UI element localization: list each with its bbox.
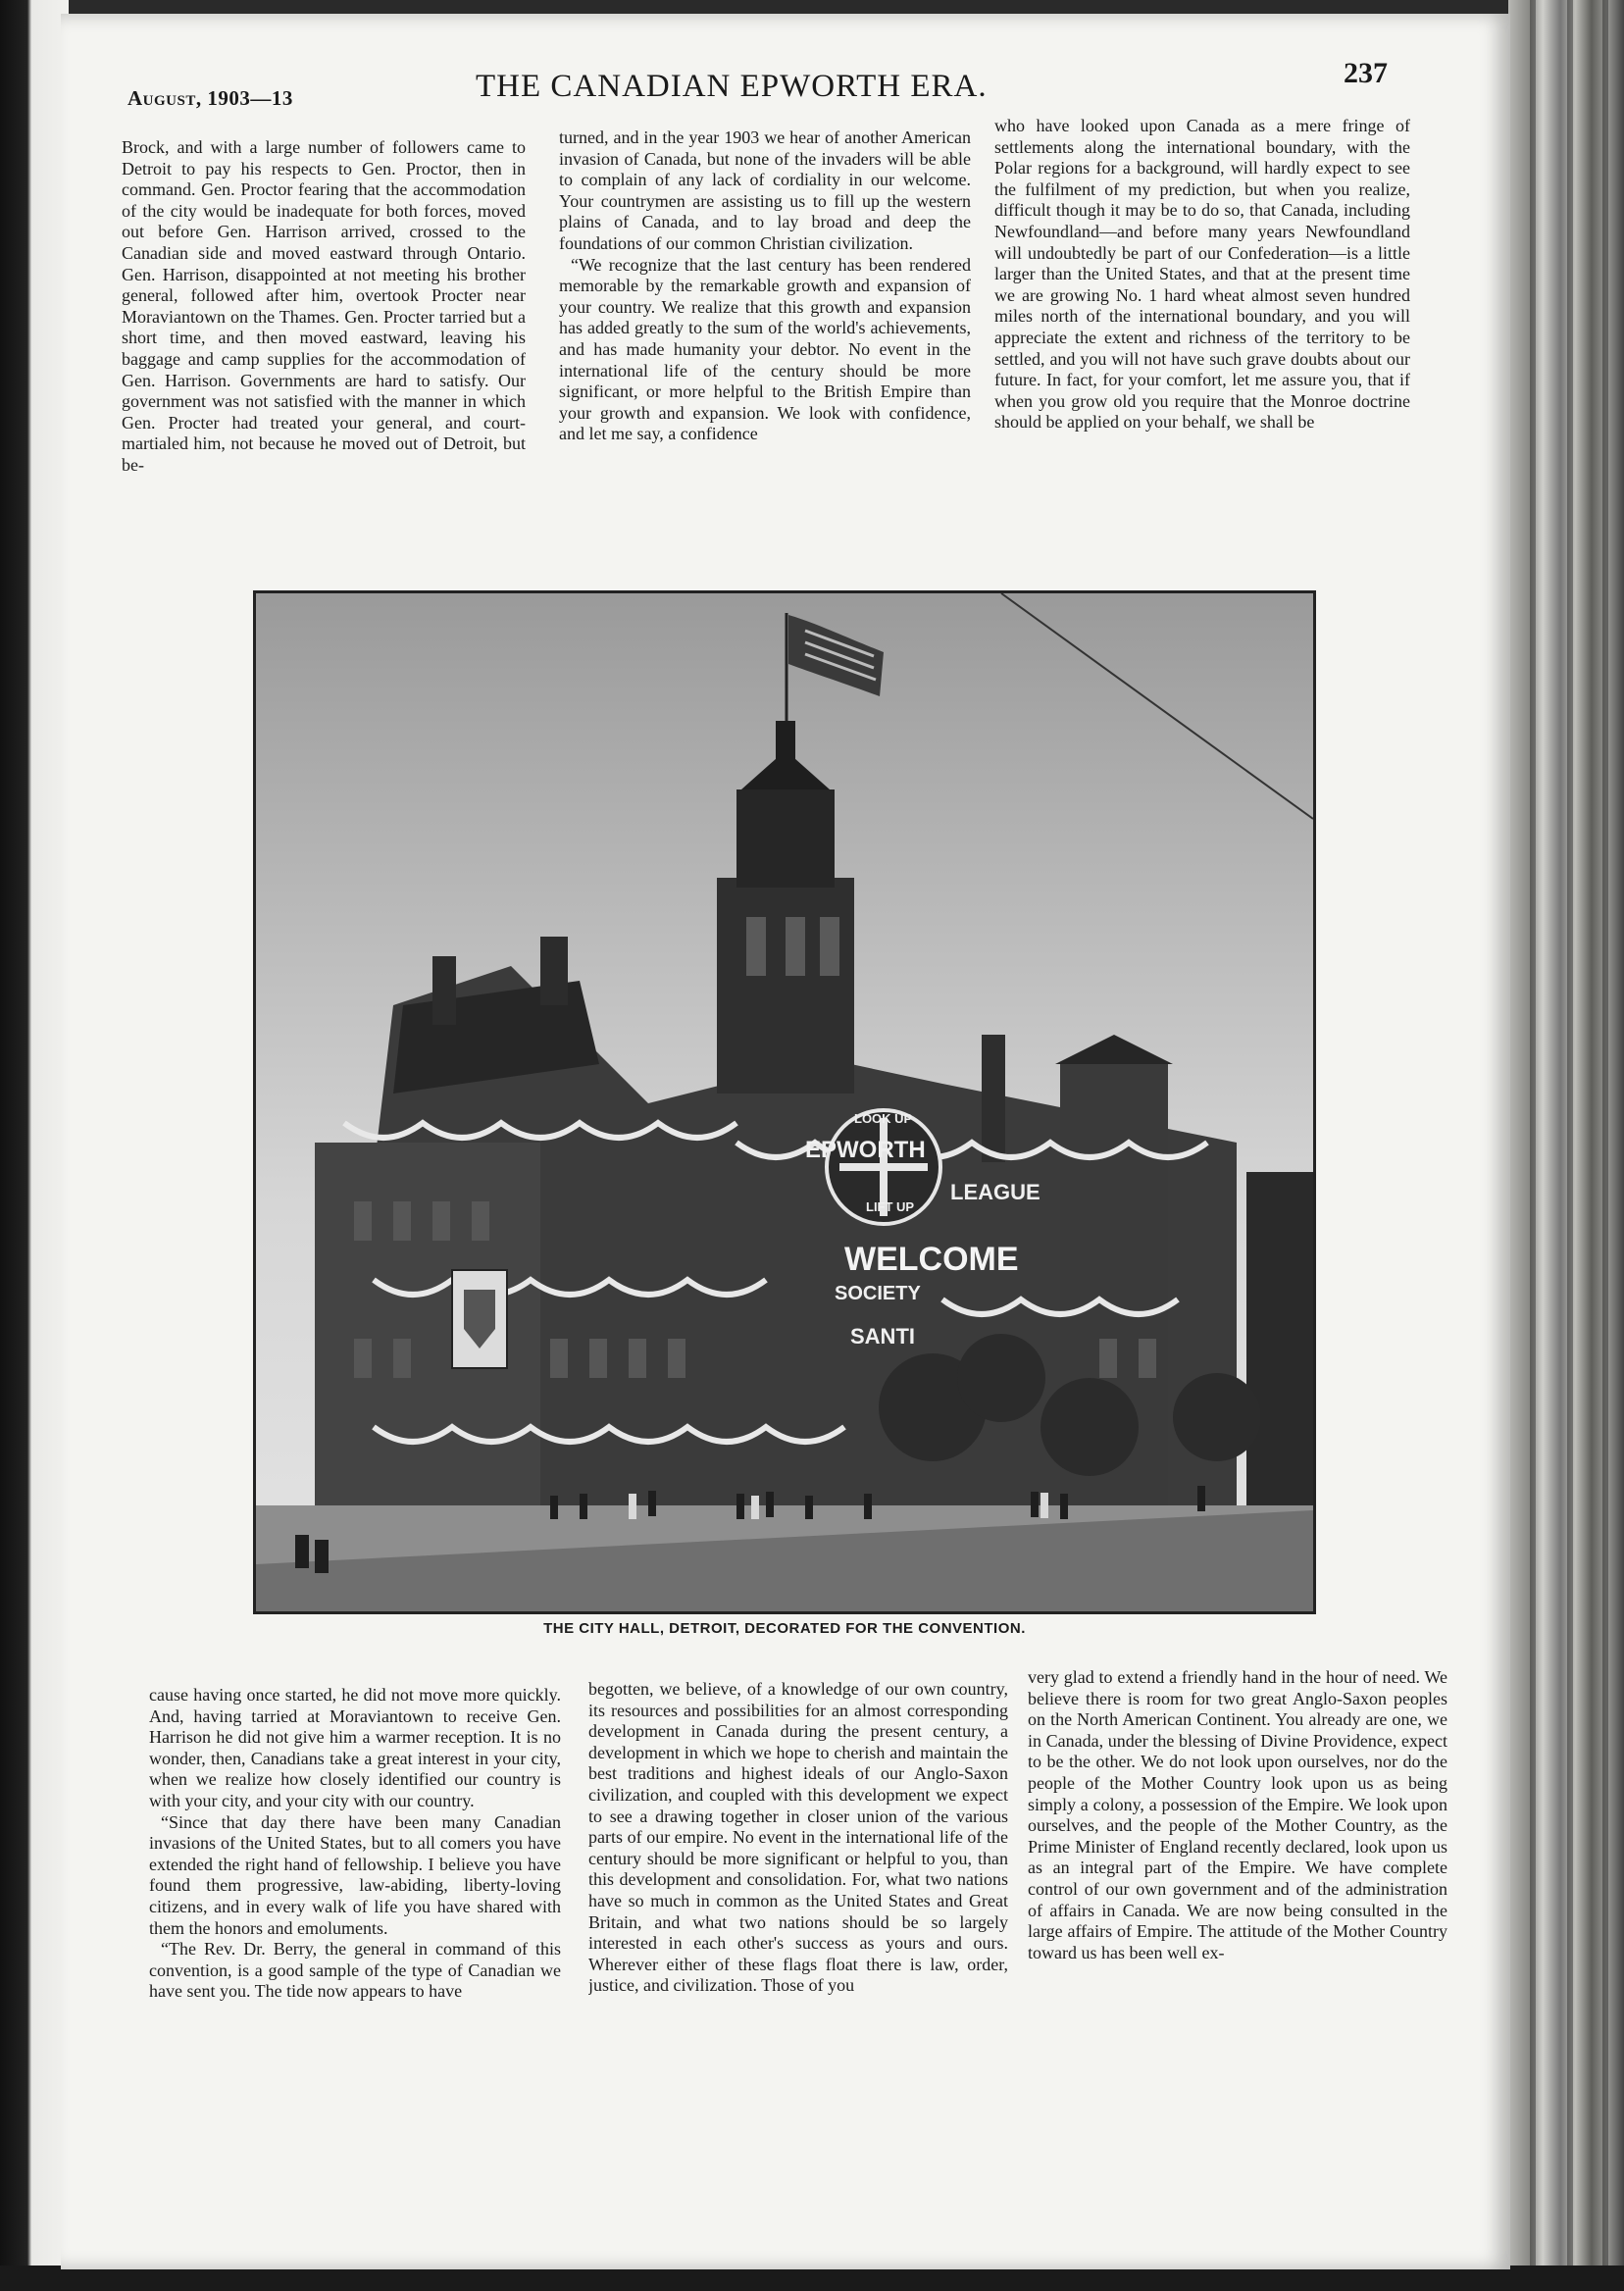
- book-left-edge: [0, 0, 69, 2291]
- text-column-2: [559, 127, 971, 579]
- sign-word: WELCOME: [844, 1241, 1019, 1278]
- sign-word: SANTI: [850, 1324, 915, 1349]
- page-number: 237: [1344, 57, 1388, 89]
- city-hall-illustration: [256, 593, 1313, 1611]
- text-column-4: [149, 1685, 561, 2136]
- sign-word: EPWORTH: [805, 1137, 926, 1163]
- sign-word: LIFT UP: [866, 1199, 915, 1214]
- issue-date: August, 1903—13: [127, 86, 293, 110]
- paragraph: cause having once started, he did not move more quickly. And, having tarried at Moraviantown to receive Gen. Harrison he did not give him a warmer reception. It is no wonder, then, Canadians take a great interest in your city, when we realize how closely identified our country is with your city, and your city with our country.: [149, 1685, 561, 1810]
- sign-word: SOCIETY: [835, 1283, 921, 1304]
- text-column-6: [1028, 1667, 1447, 2118]
- paragraph: “Since that day there have been many Canadian invasions of the United States, but to all comers you have extended the right hand of fellowship. I believe you have found them progressive, law-abiding, liberty-loving citizens, and in every walk of life you have shared with them the honors and emoluments.: [149, 1811, 561, 1938]
- sign-word: LEAGUE: [950, 1180, 1040, 1204]
- photo-caption: THE CITY HALL, DETROIT, DECORATED FOR THE CONVENTION.: [543, 1620, 1026, 1637]
- paragraph: “The Rev. Dr. Berry, the general in command of this convention, is a good sample of the type of Canadian we have sent you. The tide now appears to have: [149, 1939, 561, 2002]
- book-binding-edge: [1508, 0, 1624, 2291]
- paragraph: “We recognize that the last century has been rendered memorable by the remarkable growth and expansion of your country. We realize that this growth and expansion has added greatly to the sum of the world's achievements, and has made humanity your debtor. No event in the international life of the century should be more significant, or more helpful to the British Empire than your growth and expansion. We look with confidence, and let me say, a confidence: [559, 254, 971, 444]
- text-column-5: [588, 1679, 1008, 2130]
- sign-word: LOOK UP: [854, 1111, 913, 1126]
- text-column-1: [122, 137, 526, 588]
- city-hall-photograph: [253, 590, 1316, 1614]
- paragraph: begotten, we believe, of a knowledge of our own country, its resources and possibilities for an almost corresponding development in Canada during the present century, a development in which we hope to cherish and maintain the best traditions and highest ideals of our Anglo-Saxon civilization, and coupled with this development we expect to see a drawing together in closer union of the various parts of our empire. No event in the international life of the century should be more significant or helpful to you, than this development and consolidation. For, what two nations have so much in common as the United States and Great Britain, and what two nations should be so largely interested in each other's success as yours and ours. Wherever either of these flags float there is law, order, justice, and civilization. Those of you: [588, 1679, 1008, 1996]
- paragraph: who have looked upon Canada as a mere fringe of settlements along the international boundary, with the Polar regions for a background, will hardly expect to see the fulfilment of my prediction, but when you realize, difficult though it may be to do so, that Canada, including Newfoundland—and before many years Newfoundland will undoubtedly be part of our Confederation—is a little larger than the United States, and that at the present time we are growing No. 1 hard wheat almost seven hundred miles north of the international boundary, and you will appreciate the extent and richness of the territory to be settled, and you will not have such grave doubts about our future. In fact, for your comfort, let me assure you, that if when you grow old you require that the Monroe doctrine should be applied on your behalf, we shall be: [994, 116, 1410, 433]
- paragraph: very glad to extend a friendly hand in the hour of need. We believe there is room for two great Anglo-Saxon peoples on the North American Continent. You already are one, we in Canada, under the blessing of Divine Providence, expect to be the other. We do not look upon ourselves, nor do the people of the Mother Country look upon us as being simply a colony, a possession of the Empire. We look upon ourselves, and the people of the Mother Country, as the Prime Minister of England recently declared, look upon us as an integral part of the Empire. We have complete control of our own government and of the administration of affairs in Canada. We are now being consulted in the large affairs of Empire. The attitude of the Mother Country toward us has been well ex-: [1028, 1667, 1447, 1962]
- paragraph: turned, and in the year 1903 we hear of another American invasion of Canada, but none of the invaders will be able to complain of any lack of cordiality in our welcome. Your countrymen are assisting us to fill up the western plains of Canada, and to lay broad and deep the foundations of our common Christian civilization.: [559, 127, 971, 253]
- paragraph: Brock, and with a large number of followers came to Detroit to pay his respects to Gen. Proctor, then in command. Gen. Proctor fearing that the accommodation of the city would be inadequate for both forces, moved out before Gen. Harrison arrived, crossed to the Canadian side and moved eastward through Ontario. Gen. Harrison, disappointed at not meeting his brother general, followed after him, overtook Procter near Moraviantown on the Thames. Gen. Procter tarried but a short time, and then moved eastward, leaving his baggage and camp supplies for the accommodation of Gen. Harrison. Governments are hard to satisfy. Our government was not satisfied with the manner in which Gen. Procter had treated your general, and court-martialed him, not because he moved out of Detroit, but be-: [122, 137, 526, 475]
- text-column-3: [994, 116, 1410, 567]
- publication-title: THE CANADIAN EPWORTH ERA.: [476, 69, 988, 104]
